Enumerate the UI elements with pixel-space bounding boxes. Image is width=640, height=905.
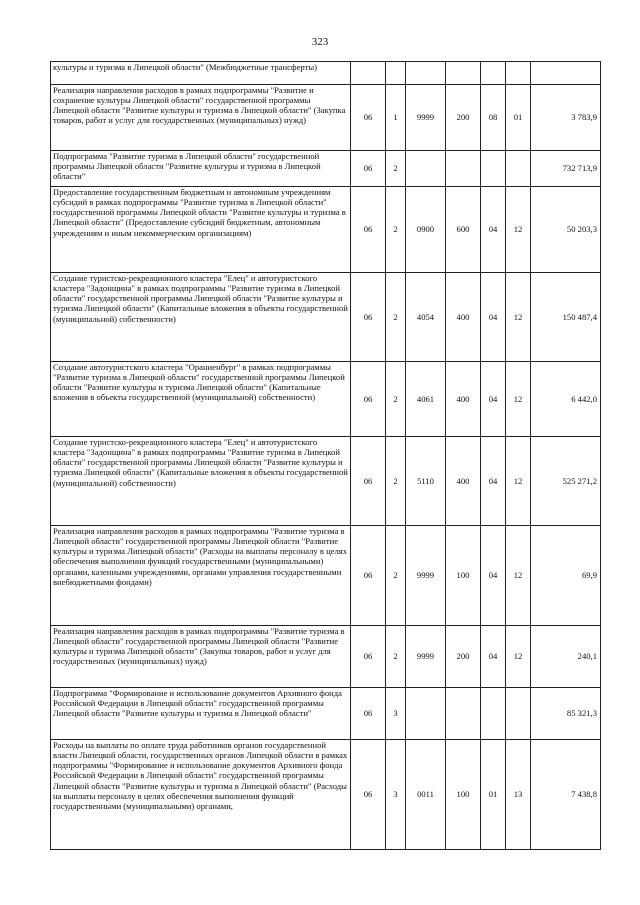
row-amount: 732 713,9 <box>531 151 601 187</box>
row-chapter <box>351 62 386 85</box>
table-row <box>51 740 601 850</box>
row-target-article: 4061 <box>406 362 446 437</box>
row-amount: 7 438,8 <box>531 740 601 850</box>
row-target-article: 4054 <box>406 273 446 362</box>
row-section: 08 <box>481 85 506 151</box>
table-row <box>51 362 601 437</box>
table-row <box>51 526 601 626</box>
row-subsection: 13 <box>506 740 531 850</box>
row-expense-type: 400 <box>446 362 481 437</box>
row-subsection: 12 <box>506 362 531 437</box>
row-name: Реализация направления расходов в рамках подпрограммы "Развитие туризма в Липецкой области" государственной программы Липецкой области "Развитие культуры и туризма Липецкой области" (Закупка товаров, работ и услуг для государственных (муниципальных) нужд) <box>51 626 351 688</box>
row-target-article: 5110 <box>406 437 446 526</box>
row-target-article <box>406 151 446 187</box>
row-section <box>481 62 506 85</box>
row-amount <box>531 62 601 85</box>
row-expense-type: 100 <box>446 526 481 626</box>
row-amount: 240,1 <box>531 626 601 688</box>
row-section: 04 <box>481 187 506 273</box>
row-target-article <box>406 688 446 740</box>
row-amount: 150 487,4 <box>531 273 601 362</box>
row-subsection: 12 <box>506 626 531 688</box>
row-chapter: 06 <box>351 273 386 362</box>
row-program: 2 <box>386 362 406 437</box>
row-expense-type: 600 <box>446 187 481 273</box>
row-name: Реализация направления расходов в рамках подпрограммы "Развитие и сохранение культуры Липецкой области" государственной программы Липецкой области "Развитие культуры и туризма в Липецкой области" (Закупка товаров, работ и услуг для государственных (муниципальных) нужд) <box>51 85 351 151</box>
row-section: 01 <box>481 740 506 850</box>
row-amount: 3 783,9 <box>531 85 601 151</box>
row-name: культуры и туризма в Липецкой области" (Межбюджетные трансферты) <box>51 62 351 85</box>
row-subsection: 12 <box>506 526 531 626</box>
table-row <box>51 85 601 151</box>
row-program: 3 <box>386 688 406 740</box>
row-section: 04 <box>481 626 506 688</box>
row-name: Создание автотуристского кластера "Ораниенбург" в рамках подпрограммы "Развитие туризма в Липецкой области" государственной программы Липецкой области "Развитие культуры и туризма Липецкой области" (Капитальные вложения в объекты государственной (муниципальной) собственности) <box>51 362 351 437</box>
row-subsection: 12 <box>506 187 531 273</box>
row-target-article: 9999 <box>406 626 446 688</box>
table-row <box>51 688 601 740</box>
table-row <box>51 151 601 187</box>
row-chapter: 06 <box>351 85 386 151</box>
budget-table <box>50 61 601 850</box>
row-program <box>386 62 406 85</box>
row-subsection <box>506 62 531 85</box>
row-amount: 85 321,3 <box>531 688 601 740</box>
row-subsection: 12 <box>506 437 531 526</box>
row-expense-type <box>446 688 481 740</box>
row-name: Подпрограмма "Формирование и использование документов Архивного фонда Российской Федерации в Липецкой области" государственной программы Липецкой области "Развитие культуры и туризма в Липецкой области" <box>51 688 351 740</box>
table-row <box>51 62 601 85</box>
row-program: 2 <box>386 187 406 273</box>
row-target-article <box>406 62 446 85</box>
row-program: 3 <box>386 740 406 850</box>
row-chapter: 06 <box>351 740 386 850</box>
row-program: 2 <box>386 151 406 187</box>
row-amount: 69,9 <box>531 526 601 626</box>
row-amount: 50 203,3 <box>531 187 601 273</box>
row-chapter: 06 <box>351 362 386 437</box>
row-amount: 525 271,2 <box>531 437 601 526</box>
row-name: Реализация направления расходов в рамках подпрограммы "Развитие туризма в Липецкой области" государственной программы Липецкой области "Развитие культуры и туризма Липецкой области" (Расходы на выплаты персоналу в целях обеспечения выполнения функций государственными (муниципальными) органами, казенными учреждениями, органами управления государственными внебюджетными фондами) <box>51 526 351 626</box>
table-body <box>51 62 601 850</box>
row-expense-type: 400 <box>446 437 481 526</box>
row-target-article: 0900 <box>406 187 446 273</box>
row-section: 04 <box>481 437 506 526</box>
row-expense-type <box>446 151 481 187</box>
row-chapter: 06 <box>351 187 386 273</box>
row-expense-type: 400 <box>446 273 481 362</box>
row-subsection: 01 <box>506 85 531 151</box>
row-expense-type: 200 <box>446 85 481 151</box>
row-chapter: 06 <box>351 688 386 740</box>
row-chapter: 06 <box>351 437 386 526</box>
row-chapter: 06 <box>351 526 386 626</box>
page-number: 323 <box>311 36 329 48</box>
row-name: Создание туристско-рекреационного кластера "Елец" и автотуристского кластера "Задонщина" в рамках подпрограммы "Развитие туризма в Липецкой области" государственной программы Липецкой области "Развитие культуры и туризма Липецкой области" (Капитальные вложения в объекты государственной (муниципальной) собственности) <box>51 437 351 526</box>
row-section: 04 <box>481 273 506 362</box>
row-amount: 6 442,0 <box>531 362 601 437</box>
table-row <box>51 626 601 688</box>
row-section: 04 <box>481 526 506 626</box>
row-program: 2 <box>386 626 406 688</box>
row-program: 2 <box>386 273 406 362</box>
row-section <box>481 688 506 740</box>
row-target-article: 0011 <box>406 740 446 850</box>
row-subsection <box>506 688 531 740</box>
row-name: Создание туристско-рекреационного кластера "Елец" и автотуристского кластера "Задонщина" в рамках подпрограммы "Развитие туризма в Липецкой области" государственной программы Липецкой области "Развитие культуры и туризма Липецкой области" (Капитальные вложения в объекты государственной (муниципальной) собственности) <box>51 273 351 362</box>
row-subsection <box>506 151 531 187</box>
row-name: Предоставление государственным бюджетным и автономным учреждениям субсидий в рамках подпрограммы "Развитие туризма в Липецкой области" государственной программы Липецкой области "Развитие культуры и туризма в Липецкой области" (Предоставление субсидий бюджетным, автономным учреждениям и иным некоммерческим организациям) <box>51 187 351 273</box>
row-program: 2 <box>386 526 406 626</box>
row-section <box>481 151 506 187</box>
row-program: 1 <box>386 85 406 151</box>
row-section: 04 <box>481 362 506 437</box>
table-row <box>51 437 601 526</box>
row-subsection: 12 <box>506 273 531 362</box>
row-program: 2 <box>386 437 406 526</box>
row-chapter: 06 <box>351 151 386 187</box>
table-row <box>51 273 601 362</box>
row-expense-type <box>446 62 481 85</box>
row-chapter: 06 <box>351 626 386 688</box>
row-target-article: 9999 <box>406 85 446 151</box>
row-target-article: 9999 <box>406 526 446 626</box>
row-name: Расходы на выплаты по оплате труда работников органов государственной власти Липецкой области, государственных органов Липецкой области в рамках подпрограммы "Формирование и использование документов Архивного фонда Российской Федерации в Липецкой области" государственной программы Липецкой области "Развитие культуры и туризма в Липецкой области" (Расходы на выплаты персоналу в целях обеспечения выполнения функций государственными (муниципальными) органами, <box>51 740 351 850</box>
row-expense-type: 200 <box>446 626 481 688</box>
row-expense-type: 100 <box>446 740 481 850</box>
row-name: Подпрограмма "Развитие туризма в Липецкой области" государственной программы Липецкой области "Развитие культуры и туризма в Липецкой области" <box>51 151 351 187</box>
table-row <box>51 187 601 273</box>
